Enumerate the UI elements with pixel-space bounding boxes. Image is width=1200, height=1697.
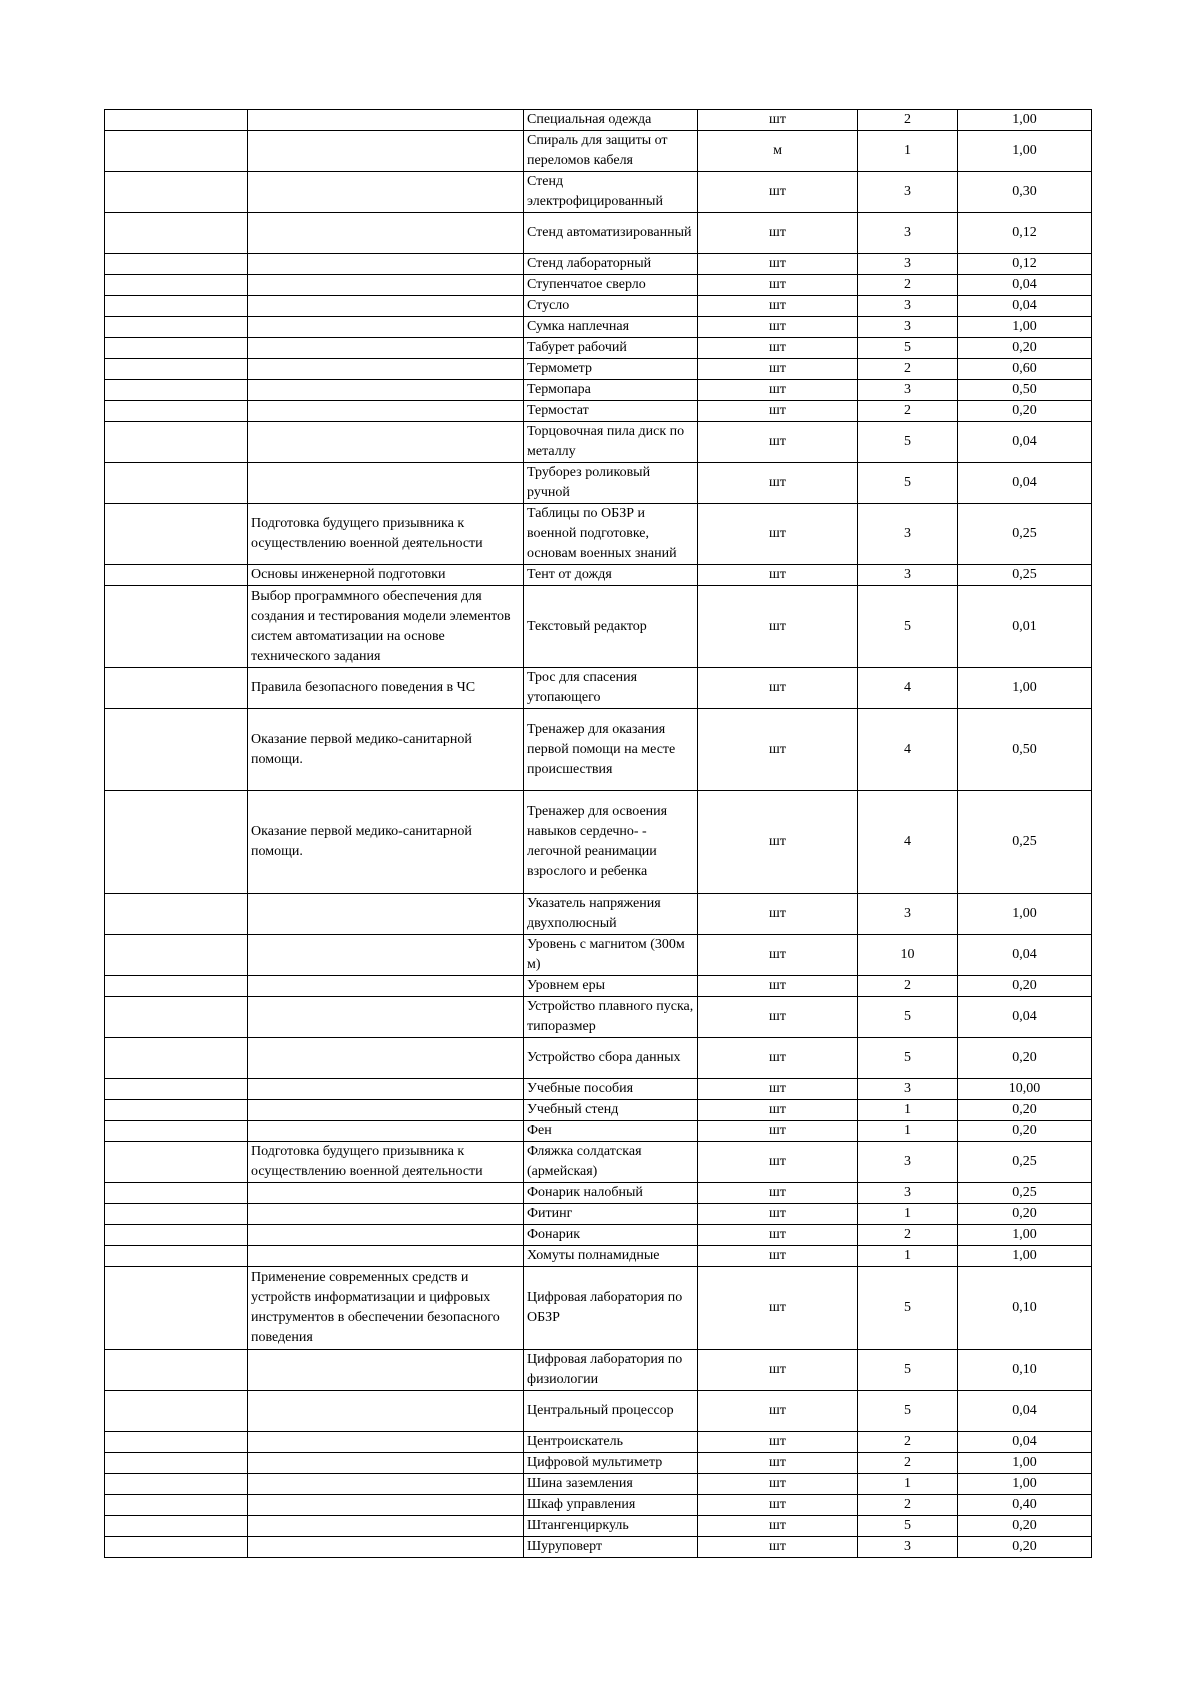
item-name-cell: Центроискатель <box>524 1432 698 1453</box>
quantity-cell: 2 <box>858 110 958 131</box>
quantity-cell: 2 <box>858 359 958 380</box>
item-name-cell: Уровень с магнитом (300м м) <box>524 935 698 976</box>
table-row <box>105 1204 1092 1225</box>
item-name-cell: Устройство плавного пуска, типоразмер <box>524 997 698 1038</box>
section-cell <box>248 1038 524 1079</box>
section-cell <box>248 1495 524 1516</box>
quantity-cell: 2 <box>858 1453 958 1474</box>
quantity-cell: 3 <box>858 1183 958 1204</box>
quantity-cell: 3 <box>858 1142 958 1183</box>
section-cell <box>248 213 524 254</box>
section-cell <box>248 380 524 401</box>
row-number-cell <box>105 1474 248 1495</box>
row-number-cell <box>105 1267 248 1350</box>
unit-cell: м <box>698 131 858 172</box>
unit-cell: шт <box>698 709 858 791</box>
item-name-cell: Устройство сбора данных <box>524 1038 698 1079</box>
quantity-cell: 2 <box>858 1495 958 1516</box>
row-number-cell <box>105 791 248 894</box>
table-row <box>105 1100 1092 1121</box>
item-name-cell: Стенд автоматизированный <box>524 213 698 254</box>
section-cell <box>248 1432 524 1453</box>
quantity-cell: 5 <box>858 1038 958 1079</box>
table-row <box>105 586 1092 668</box>
quantity-cell: 5 <box>858 1391 958 1432</box>
table-row <box>105 254 1092 275</box>
section-cell: Оказание первой медико-санитарной помощи. <box>248 791 524 894</box>
quantity-cell: 1 <box>858 1121 958 1142</box>
row-number-cell <box>105 668 248 709</box>
item-name-cell: Стусло <box>524 296 698 317</box>
section-cell <box>248 110 524 131</box>
unit-cell: шт <box>698 401 858 422</box>
norm-cell: 0,20 <box>958 976 1092 997</box>
unit-cell: шт <box>698 1204 858 1225</box>
norm-cell: 0,20 <box>958 1121 1092 1142</box>
quantity-cell: 5 <box>858 1516 958 1537</box>
norm-cell: 0,30 <box>958 172 1092 213</box>
table-row <box>105 1350 1092 1391</box>
section-cell <box>248 1100 524 1121</box>
table-row <box>105 1474 1092 1495</box>
quantity-cell: 2 <box>858 1432 958 1453</box>
norm-cell: 0,25 <box>958 1142 1092 1183</box>
quantity-cell: 3 <box>858 894 958 935</box>
item-name-cell: Термометр <box>524 359 698 380</box>
section-cell: Подготовка будущего призывника к осуществлению военной деятельности <box>248 504 524 565</box>
table-row <box>105 668 1092 709</box>
norm-cell: 0,12 <box>958 213 1092 254</box>
item-name-cell: Центральный процессор <box>524 1391 698 1432</box>
table-row <box>105 1038 1092 1079</box>
row-number-cell <box>105 1225 248 1246</box>
equipment-table-body <box>105 110 1092 1558</box>
quantity-cell: 2 <box>858 1225 958 1246</box>
norm-cell: 0,50 <box>958 380 1092 401</box>
quantity-cell: 3 <box>858 172 958 213</box>
section-cell <box>248 1537 524 1558</box>
item-name-cell: Фен <box>524 1121 698 1142</box>
row-number-cell <box>105 1537 248 1558</box>
document-page <box>104 109 1092 1558</box>
norm-cell: 0,10 <box>958 1350 1092 1391</box>
section-cell: Основы инженерной подготовки <box>248 565 524 586</box>
quantity-cell: 5 <box>858 586 958 668</box>
item-name-cell: Ступенчатое сверло <box>524 275 698 296</box>
table-row <box>105 359 1092 380</box>
item-name-cell: Хомуты полнамидные <box>524 1246 698 1267</box>
norm-cell: 0,25 <box>958 1183 1092 1204</box>
quantity-cell: 3 <box>858 565 958 586</box>
unit-cell: шт <box>698 668 858 709</box>
item-name-cell: Фитинг <box>524 1204 698 1225</box>
quantity-cell: 5 <box>858 1350 958 1391</box>
norm-cell: 10,00 <box>958 1079 1092 1100</box>
section-cell: Применение современных средств и устройств информатизации и цифровых инструментов в обеспечении безопасного поведения <box>248 1267 524 1350</box>
row-number-cell <box>105 422 248 463</box>
item-name-cell: Тренажер для оказания первой помощи на месте происшествия <box>524 709 698 791</box>
row-number-cell <box>105 1183 248 1204</box>
norm-cell: 0,20 <box>958 1038 1092 1079</box>
row-number-cell <box>105 565 248 586</box>
unit-cell: шт <box>698 1246 858 1267</box>
item-name-cell: Торцовочная пила диск по металлу <box>524 422 698 463</box>
item-name-cell: Учебный стенд <box>524 1100 698 1121</box>
section-cell <box>248 1225 524 1246</box>
section-cell <box>248 254 524 275</box>
row-number-cell <box>105 380 248 401</box>
section-cell: Оказание первой медико-санитарной помощи. <box>248 709 524 791</box>
norm-cell: 0,20 <box>958 401 1092 422</box>
section-cell <box>248 1474 524 1495</box>
quantity-cell: 5 <box>858 463 958 504</box>
table-row <box>105 504 1092 565</box>
norm-cell: 0,20 <box>958 1537 1092 1558</box>
unit-cell: шт <box>698 1142 858 1183</box>
norm-cell: 0,20 <box>958 1516 1092 1537</box>
unit-cell: шт <box>698 1432 858 1453</box>
table-row <box>105 997 1092 1038</box>
item-name-cell: Сумка наплечная <box>524 317 698 338</box>
quantity-cell: 1 <box>858 131 958 172</box>
unit-cell: шт <box>698 1267 858 1350</box>
row-number-cell <box>105 894 248 935</box>
norm-cell: 0,04 <box>958 1432 1092 1453</box>
table-row <box>105 709 1092 791</box>
item-name-cell: Стенд электрофицированный <box>524 172 698 213</box>
quantity-cell: 4 <box>858 668 958 709</box>
table-row <box>105 1079 1092 1100</box>
unit-cell: шт <box>698 1183 858 1204</box>
item-name-cell: Стенд лабораторный <box>524 254 698 275</box>
row-number-cell <box>105 359 248 380</box>
norm-cell: 0,10 <box>958 1267 1092 1350</box>
norm-cell: 1,00 <box>958 894 1092 935</box>
quantity-cell: 5 <box>858 1267 958 1350</box>
item-name-cell: Термостат <box>524 401 698 422</box>
section-cell <box>248 976 524 997</box>
item-name-cell: Штангенциркуль <box>524 1516 698 1537</box>
quantity-cell: 5 <box>858 422 958 463</box>
unit-cell: шт <box>698 1495 858 1516</box>
quantity-cell: 3 <box>858 317 958 338</box>
section-cell <box>248 172 524 213</box>
section-cell <box>248 1246 524 1267</box>
unit-cell: шт <box>698 422 858 463</box>
section-cell <box>248 1453 524 1474</box>
unit-cell: шт <box>698 213 858 254</box>
unit-cell: шт <box>698 1516 858 1537</box>
item-name-cell: Фонарик налобный <box>524 1183 698 1204</box>
section-cell: Выбор программного обеспечения для создания и тестирования модели элементов систем автоматизации на основе технического задания <box>248 586 524 668</box>
table-row <box>105 1432 1092 1453</box>
unit-cell: шт <box>698 1100 858 1121</box>
section-cell: Правила безопасного поведения в ЧС <box>248 668 524 709</box>
section-cell <box>248 935 524 976</box>
quantity-cell: 5 <box>858 338 958 359</box>
unit-cell: шт <box>698 791 858 894</box>
norm-cell: 1,00 <box>958 317 1092 338</box>
quantity-cell: 2 <box>858 275 958 296</box>
unit-cell: шт <box>698 894 858 935</box>
item-name-cell: Тренажер для освоения навыков сердечно- - легочной реанимации взрослого и ребенка <box>524 791 698 894</box>
section-cell <box>248 338 524 359</box>
section-cell <box>248 997 524 1038</box>
table-row <box>105 1121 1092 1142</box>
row-number-cell <box>105 1204 248 1225</box>
table-row <box>105 1267 1092 1350</box>
item-name-cell: Учебные пособия <box>524 1079 698 1100</box>
section-cell <box>248 1350 524 1391</box>
item-name-cell: Труборез роликовый ручной <box>524 463 698 504</box>
unit-cell: шт <box>698 338 858 359</box>
unit-cell: шт <box>698 275 858 296</box>
table-row <box>105 1246 1092 1267</box>
row-number-cell <box>105 1432 248 1453</box>
norm-cell: 1,00 <box>958 1453 1092 1474</box>
item-name-cell: Спираль для защиты от переломов кабеля <box>524 131 698 172</box>
table-row <box>105 463 1092 504</box>
item-name-cell: Тент от дождя <box>524 565 698 586</box>
item-name-cell: Специальная одежда <box>524 110 698 131</box>
item-name-cell: Цифровая лаборатория по физиологии <box>524 1350 698 1391</box>
quantity-cell: 1 <box>858 1246 958 1267</box>
row-number-cell <box>105 1100 248 1121</box>
quantity-cell: 1 <box>858 1204 958 1225</box>
row-number-cell <box>105 976 248 997</box>
section-cell <box>248 317 524 338</box>
item-name-cell: Цифровой мультиметр <box>524 1453 698 1474</box>
row-number-cell <box>105 296 248 317</box>
quantity-cell: 3 <box>858 380 958 401</box>
quantity-cell: 3 <box>858 1537 958 1558</box>
section-cell: Подготовка будущего призывника к осуществлению военной деятельности <box>248 1142 524 1183</box>
row-number-cell <box>105 110 248 131</box>
section-cell <box>248 1079 524 1100</box>
unit-cell: шт <box>698 1350 858 1391</box>
norm-cell: 0,20 <box>958 1100 1092 1121</box>
row-number-cell <box>105 254 248 275</box>
norm-cell: 0,25 <box>958 504 1092 565</box>
norm-cell: 0,04 <box>958 463 1092 504</box>
unit-cell: шт <box>698 1391 858 1432</box>
item-name-cell: Шкаф управления <box>524 1495 698 1516</box>
row-number-cell <box>105 1350 248 1391</box>
section-cell <box>248 1391 524 1432</box>
table-row <box>105 894 1092 935</box>
norm-cell: 1,00 <box>958 1246 1092 1267</box>
row-number-cell <box>105 275 248 296</box>
norm-cell: 0,04 <box>958 997 1092 1038</box>
table-row <box>105 401 1092 422</box>
table-row <box>105 131 1092 172</box>
row-number-cell <box>105 1142 248 1183</box>
quantity-cell: 2 <box>858 976 958 997</box>
section-cell <box>248 131 524 172</box>
item-name-cell: Шина заземления <box>524 1474 698 1495</box>
section-cell <box>248 1204 524 1225</box>
item-name-cell: Текстовый редактор <box>524 586 698 668</box>
norm-cell: 1,00 <box>958 1225 1092 1246</box>
table-row <box>105 296 1092 317</box>
row-number-cell <box>105 131 248 172</box>
section-cell <box>248 275 524 296</box>
norm-cell: 0,20 <box>958 1204 1092 1225</box>
quantity-cell: 5 <box>858 997 958 1038</box>
row-number-cell <box>105 172 248 213</box>
quantity-cell: 3 <box>858 296 958 317</box>
table-row <box>105 1537 1092 1558</box>
row-number-cell <box>105 463 248 504</box>
norm-cell: 0,04 <box>958 275 1092 296</box>
norm-cell: 0,60 <box>958 359 1092 380</box>
table-row <box>105 791 1092 894</box>
unit-cell: шт <box>698 1474 858 1495</box>
row-number-cell <box>105 1121 248 1142</box>
row-number-cell <box>105 1391 248 1432</box>
unit-cell: шт <box>698 1225 858 1246</box>
section-cell <box>248 1516 524 1537</box>
row-number-cell <box>105 1038 248 1079</box>
row-number-cell <box>105 997 248 1038</box>
norm-cell: 0,04 <box>958 422 1092 463</box>
norm-cell: 0,01 <box>958 586 1092 668</box>
table-row <box>105 935 1092 976</box>
table-row <box>105 317 1092 338</box>
row-number-cell <box>105 317 248 338</box>
section-cell <box>248 401 524 422</box>
item-name-cell: Таблицы по ОБЗР и военной подготовке, основам военных знаний <box>524 504 698 565</box>
item-name-cell: Фонарик <box>524 1225 698 1246</box>
unit-cell: шт <box>698 997 858 1038</box>
row-number-cell <box>105 504 248 565</box>
norm-cell: 0,25 <box>958 565 1092 586</box>
norm-cell: 0,40 <box>958 1495 1092 1516</box>
section-cell <box>248 463 524 504</box>
item-name-cell: Уровнем еры <box>524 976 698 997</box>
table-row <box>105 1225 1092 1246</box>
quantity-cell: 4 <box>858 791 958 894</box>
item-name-cell: Трос для спасения утопающего <box>524 668 698 709</box>
quantity-cell: 1 <box>858 1474 958 1495</box>
unit-cell: шт <box>698 110 858 131</box>
quantity-cell: 3 <box>858 213 958 254</box>
row-number-cell <box>105 338 248 359</box>
norm-cell: 0,04 <box>958 296 1092 317</box>
row-number-cell <box>105 586 248 668</box>
norm-cell: 1,00 <box>958 131 1092 172</box>
unit-cell: шт <box>698 976 858 997</box>
section-cell <box>248 1183 524 1204</box>
table-row <box>105 976 1092 997</box>
unit-cell: шт <box>698 565 858 586</box>
quantity-cell: 3 <box>858 504 958 565</box>
item-name-cell: Термопара <box>524 380 698 401</box>
row-number-cell <box>105 1453 248 1474</box>
unit-cell: шт <box>698 504 858 565</box>
table-row <box>105 380 1092 401</box>
equipment-table <box>104 109 1092 1558</box>
quantity-cell: 3 <box>858 1079 958 1100</box>
unit-cell: шт <box>698 586 858 668</box>
table-row <box>105 565 1092 586</box>
quantity-cell: 4 <box>858 709 958 791</box>
row-number-cell <box>105 1246 248 1267</box>
row-number-cell <box>105 1516 248 1537</box>
table-row <box>105 1183 1092 1204</box>
unit-cell: шт <box>698 463 858 504</box>
unit-cell: шт <box>698 935 858 976</box>
item-name-cell: Шуруповерт <box>524 1537 698 1558</box>
norm-cell: 0,04 <box>958 935 1092 976</box>
section-cell <box>248 359 524 380</box>
item-name-cell: Табурет рабочий <box>524 338 698 359</box>
unit-cell: шт <box>698 1079 858 1100</box>
norm-cell: 0,25 <box>958 791 1092 894</box>
row-number-cell <box>105 709 248 791</box>
quantity-cell: 3 <box>858 254 958 275</box>
item-name-cell: Указатель напряжения двухполюсный <box>524 894 698 935</box>
norm-cell: 0,20 <box>958 338 1092 359</box>
item-name-cell: Фляжка солдатская (армейская) <box>524 1142 698 1183</box>
unit-cell: шт <box>698 317 858 338</box>
quantity-cell: 1 <box>858 1100 958 1121</box>
table-row <box>105 1142 1092 1183</box>
norm-cell: 1,00 <box>958 1474 1092 1495</box>
row-number-cell <box>105 935 248 976</box>
row-number-cell <box>105 401 248 422</box>
table-row <box>105 338 1092 359</box>
unit-cell: шт <box>698 1121 858 1142</box>
item-name-cell: Цифровая лаборатория по ОБЗР <box>524 1267 698 1350</box>
section-cell <box>248 1121 524 1142</box>
unit-cell: шт <box>698 1537 858 1558</box>
unit-cell: шт <box>698 1038 858 1079</box>
table-row <box>105 422 1092 463</box>
quantity-cell: 10 <box>858 935 958 976</box>
table-row <box>105 110 1092 131</box>
row-number-cell <box>105 1495 248 1516</box>
table-row <box>105 172 1092 213</box>
table-row <box>105 1495 1092 1516</box>
table-row <box>105 1453 1092 1474</box>
table-row <box>105 1516 1092 1537</box>
unit-cell: шт <box>698 172 858 213</box>
unit-cell: шт <box>698 380 858 401</box>
quantity-cell: 2 <box>858 401 958 422</box>
norm-cell: 1,00 <box>958 110 1092 131</box>
norm-cell: 0,04 <box>958 1391 1092 1432</box>
section-cell <box>248 422 524 463</box>
row-number-cell <box>105 1079 248 1100</box>
row-number-cell <box>105 213 248 254</box>
section-cell <box>248 296 524 317</box>
table-row <box>105 1391 1092 1432</box>
norm-cell: 0,12 <box>958 254 1092 275</box>
table-row <box>105 275 1092 296</box>
unit-cell: шт <box>698 359 858 380</box>
unit-cell: шт <box>698 254 858 275</box>
table-row <box>105 213 1092 254</box>
unit-cell: шт <box>698 1453 858 1474</box>
unit-cell: шт <box>698 296 858 317</box>
section-cell <box>248 894 524 935</box>
norm-cell: 0,50 <box>958 709 1092 791</box>
norm-cell: 1,00 <box>958 668 1092 709</box>
